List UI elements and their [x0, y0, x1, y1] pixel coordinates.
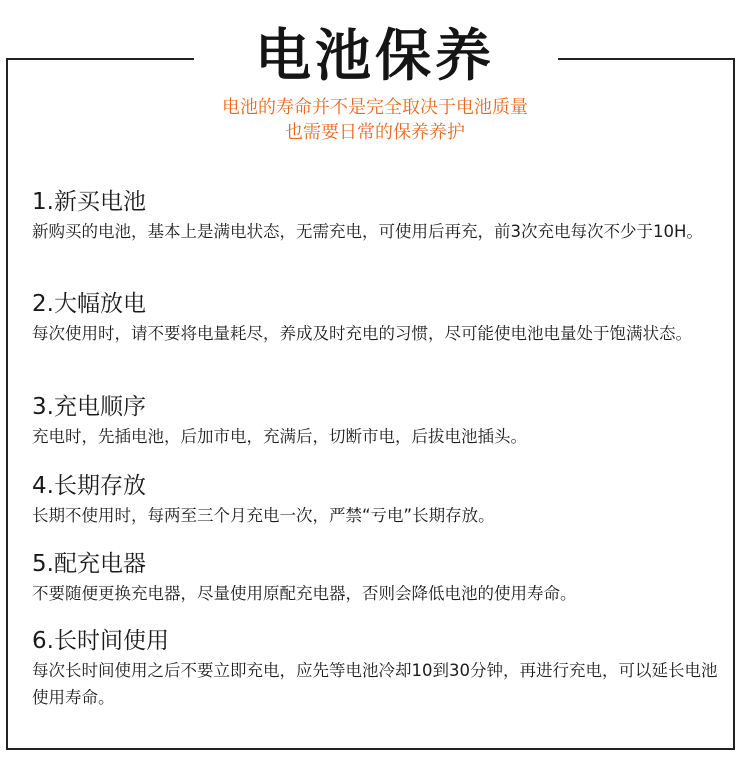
- subtitle-line-2: 也需要日常的保养养护: [285, 122, 465, 143]
- section-heading: 6.长时间使用: [32, 628, 169, 654]
- section-body: 每次使用时，请不要将电量耗尽，养成及时充电的习惯，尽可能使电池电量处于饱满状态。: [32, 324, 692, 343]
- section-body: 不要随便更换充电器，尽量使用原配充电器，否则会降低电池的使用寿命。: [32, 584, 577, 603]
- section-heading: 4.长期存放: [32, 473, 146, 499]
- section-heading: 2.大幅放电: [32, 291, 146, 317]
- section-heading: 5.配充电器: [32, 551, 146, 577]
- section-original-charger: [32, 550, 722, 607]
- page-title: 电池保养: [255, 24, 495, 89]
- subtitle-line-1: 电池的寿命并不是完全取决于电池质量: [222, 97, 528, 118]
- section-body: 长期不使用时，每两至三个月充电一次，严禁“亏电”长期存放。: [32, 506, 495, 525]
- section-heading: 1.新买电池: [32, 189, 146, 215]
- section-deep-discharge: [32, 290, 722, 347]
- section-body: 充电时，先插电池，后加市电，充满后，切断市电，后拔电池插头。: [32, 427, 527, 446]
- section-body: 新购买的电池，基本上是满电状态，无需充电，可使用后再充，前3次充电每次不少于10H。: [32, 222, 703, 241]
- section-body: 每次长时间使用之后不要立即充电，应先等电池冷却10到30分钟，再进行充电，可以延长电池使用寿命。: [32, 661, 718, 707]
- section-long-usage: [32, 627, 722, 711]
- section-heading: 3.充电顺序: [32, 394, 146, 420]
- section-charging-order: [32, 393, 722, 450]
- section-long-term-storage: [32, 472, 722, 529]
- section-new-battery: [32, 188, 722, 245]
